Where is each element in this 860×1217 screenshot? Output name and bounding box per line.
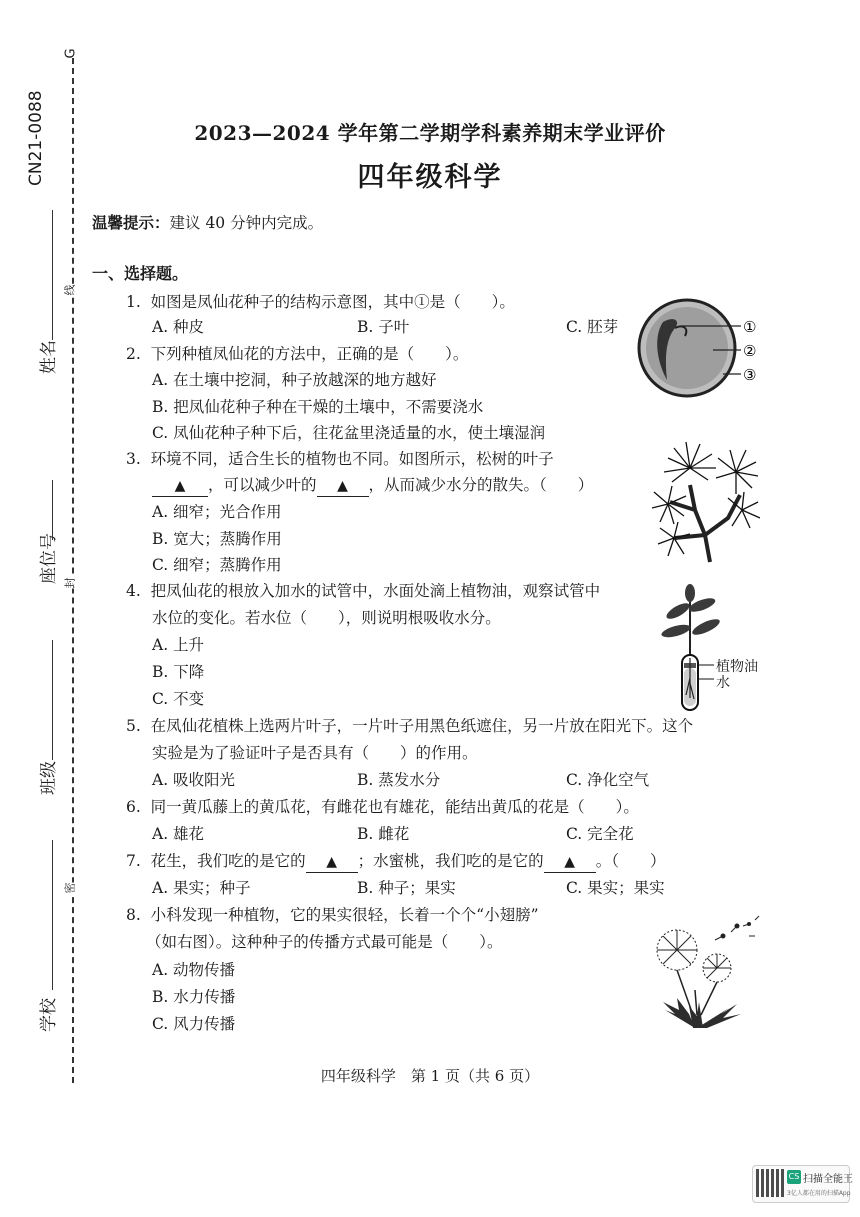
q4-option-a[interactable]: A. 上升 [152, 636, 205, 654]
scanner-tagline: 3亿人都在用的扫描App [787, 1190, 851, 1197]
q4-line1: 把凤仙花的根放入加水的试管中，水面处滴上植物油，观察试管中 [150, 582, 601, 600]
field-name-label: 姓名 [39, 340, 59, 374]
q5-line2: 实验是为了验证叶子是否具有（ ）的作用。 [152, 744, 478, 762]
exam-title: 2023—2024 学年第二学期学科素养期末学业评价 [194, 121, 666, 145]
tip-label: 温馨提示： [92, 213, 170, 232]
question-8 [126, 905, 539, 925]
tip [92, 213, 323, 233]
q6-option-c[interactable]: C. 完全花 [566, 825, 634, 843]
q6-num: 6. [126, 798, 141, 816]
qr-code-icon [756, 1169, 784, 1197]
cut-mark-seal: 封 [63, 577, 77, 589]
needle-cluster [664, 442, 716, 482]
exam-code: CN21-0088 [26, 90, 46, 186]
cut-mark-line: 线 [63, 284, 77, 296]
corner-mark: G [63, 48, 79, 59]
q1-option-c[interactable]: C. 胚芽 [566, 318, 619, 336]
question-6 [126, 797, 639, 817]
q5-option-a[interactable]: A. 吸收阳光 [152, 771, 236, 789]
section-title: 一、选择题。 [92, 264, 189, 283]
field-class-label: 班级 [39, 761, 59, 795]
q8-option-c[interactable]: C. 风力传播 [152, 1015, 236, 1033]
q8-option-a[interactable]: A. 动物传播 [152, 961, 236, 979]
seed-label-3: ③ [743, 366, 757, 384]
q8-option-b[interactable]: B. 水力传播 [152, 988, 236, 1006]
pine-stem [670, 485, 740, 562]
field-school-line [52, 840, 53, 990]
q1-option-a[interactable]: A. 种皮 [152, 318, 205, 336]
q7-blank-2[interactable]: ▲ [544, 852, 596, 873]
q3-blank-2[interactable]: ▲ [317, 476, 369, 497]
seed-label-2: ② [743, 342, 757, 360]
q7-num: 7. [126, 852, 141, 870]
scanner-logo: CS [787, 1170, 801, 1184]
needle-cluster [716, 450, 758, 494]
question-4 [126, 581, 600, 601]
binding-line [72, 58, 74, 1083]
q1-option-b[interactable]: B. 子叶 [357, 318, 410, 336]
q2-option-c[interactable]: C. 凤仙花种子种下后，往花盆里浇适量的水，使土壤湿润 [152, 424, 546, 442]
flying-seeds [715, 916, 759, 940]
q2-num: 2. [126, 345, 141, 363]
q7-option-b[interactable]: B. 种子；果实 [357, 879, 456, 897]
q2-option-b[interactable]: B. 把凤仙花种子种在干燥的土壤中，不需要浇水 [152, 398, 484, 416]
question-3 [126, 449, 554, 469]
q5-num: 5. [126, 717, 141, 735]
q6-option-a[interactable]: A. 雄花 [152, 825, 205, 843]
tip-text: 建议 40 分钟内完成。 [169, 214, 324, 232]
q5-option-c[interactable]: C. 净化空气 [566, 771, 650, 789]
q2-text: 下列种植凤仙花的方法中，正确的是（ ）。 [150, 345, 469, 363]
page-footer: 四年级科学 第 1 页（共 6 页） [320, 1067, 540, 1085]
q5-line1: 在凤仙花植株上选两片叶子，一片叶子用黑色纸遮住，另一片放在阳光下。这个 [150, 717, 694, 735]
field-class-line [52, 640, 53, 760]
q8-line2: （如右图）。这种种子的传播方式最可能是（ ）。 [146, 933, 503, 951]
q4-line2: 水位的变化。若水位（ ），则说明根吸收水分。 [152, 609, 501, 627]
q3-line1: 环境不同，适合生长的植物也不同。如图所示，松树的叶子 [150, 450, 554, 468]
q7-blank-1[interactable]: ▲ [306, 852, 358, 873]
question-2 [126, 344, 468, 364]
q4-num: 4. [126, 582, 141, 600]
q3-tail: ，从而减少水分的散失。（ ） [368, 476, 594, 494]
q5-option-b[interactable]: B. 蒸发水分 [357, 771, 441, 789]
scanner-name: 扫描全能王 [803, 1174, 853, 1185]
q6-text: 同一黄瓜藤上的黄瓜花，有雌花也有雄花，能结出黄瓜的花是（ ）。 [150, 798, 639, 816]
q4-option-c[interactable]: C. 不变 [152, 690, 205, 708]
question-5 [126, 716, 693, 736]
label-plant-oil: 植物油 [716, 659, 758, 675]
q7-part1: 花生，我们吃的是它的 [150, 852, 306, 870]
test-tube-plant-illustration [660, 583, 770, 713]
q3-option-a[interactable]: A. 细窄；光合作用 [152, 503, 282, 521]
exam-subtitle: 四年级科学 [357, 162, 503, 193]
q3-mid: ，可以减少叶的 [208, 476, 317, 494]
seed-structure-diagram [635, 292, 770, 412]
field-school-label: 学校 [39, 998, 59, 1032]
cut-mark-secret: 密 [63, 882, 77, 894]
question-3-line2 [152, 475, 593, 497]
q3-option-b[interactable]: B. 宽大；蒸腾作用 [152, 530, 282, 548]
field-seat-line [52, 480, 53, 540]
scanner-watermark [752, 1165, 853, 1203]
q8-num: 8. [126, 906, 141, 924]
q1-text: 如图是凤仙花种子的结构示意图，其中①是（ ）。 [150, 293, 515, 311]
q3-num: 3. [126, 450, 141, 468]
label-water: 水 [716, 675, 730, 691]
pine-branch-illustration [650, 440, 760, 565]
seed-label-1: ① [743, 318, 757, 336]
field-name-line [52, 210, 53, 340]
dandelion-illustration [645, 910, 775, 1035]
question-7 [126, 851, 665, 873]
q7-part3: 。（ ） [595, 852, 666, 870]
q6-option-b[interactable]: B. 雌花 [357, 825, 410, 843]
q3-blank-1[interactable]: ▲ [152, 476, 208, 497]
q3-option-c[interactable]: C. 细窄；蒸腾作用 [152, 556, 282, 574]
q7-option-a[interactable]: A. 果实；种子 [152, 879, 251, 897]
q4-option-b[interactable]: B. 下降 [152, 663, 205, 681]
q7-option-c[interactable]: C. 果实；果实 [566, 879, 665, 897]
q1-num: 1. [126, 293, 141, 311]
needle-cluster [658, 522, 690, 556]
q2-option-a[interactable]: A. 在土壤中挖洞，种子放越深的地方越好 [152, 371, 437, 389]
q8-line1: 小科发现一种植物，它的果实很轻，长着一个个“小翅膀” [150, 906, 539, 924]
field-seat-label: 座位号 [39, 533, 59, 584]
question-1 [126, 292, 515, 312]
q7-part2: ；水蜜桃，我们吃的是它的 [357, 852, 544, 870]
